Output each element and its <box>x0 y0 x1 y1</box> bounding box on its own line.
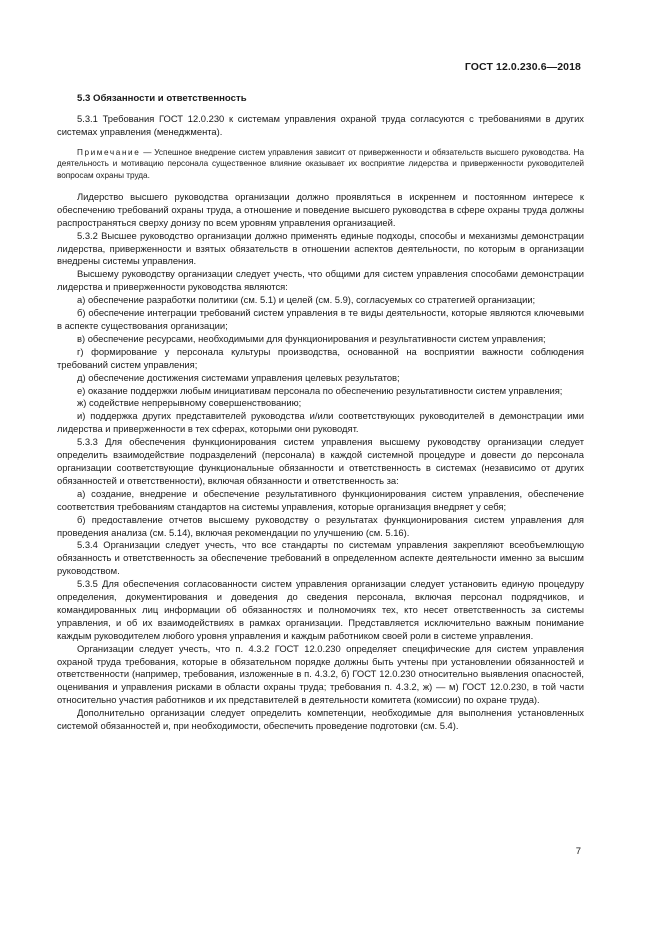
page-number: 7 <box>575 846 581 857</box>
paragraph-5-3-5: 5.3.5 Для обеспечения согласованности систем управления организации следует установить единую процедуру определения, документирования и доведения до сведения персонала, включая персонал подрядчиков, и командированных лиц информации об обязанностях и полномочиях тех, кто несет ответственность за системы управления, и об их взаимодействиях в рамках организации. Представляется исключительно важным понимание каждым руководителем любого уровня управления и каждым работником своей роли в системе управления. <box>57 578 584 641</box>
list-item-b: б) обеспечение интеграции требований систем управления в те виды деятельности, которые являются ключевыми в аспекте существования организации; <box>57 307 584 331</box>
list-item-g: г) формирование у персонала культуры производства, основанной на восприятии важности соблюдения требований систем управления; <box>57 345 584 370</box>
list-item-d: д) обеспечение достижения системами управления целевых результатов; <box>77 371 400 383</box>
list-item-v: в) обеспечение ресурсами, необходимыми для функционирования и результативности систем управления; <box>77 332 546 344</box>
note-text: — Успешное внедрение систем управления зависит от приверженности и обязательств высшего руководства. На деятельность и мотивацию персонала существенное влияние оказывает их восприятие лидерства и приверженности руководителей вопросам охраны труда. <box>57 147 584 180</box>
list-item-e: е) оказание поддержки любым инициативам персонала по обеспечению результативности систем управления; <box>77 384 563 396</box>
paragraph-5-3-4: 5.3.4 Организации следует учесть, что все стандарты по системам управления закрепляют всеобъемлющую обязанность и ответственность за обеспечение требований в определенном аспекте деятельности именно за высшим руководством. <box>57 539 584 577</box>
paragraph-demonstration-intro: Высшему руководству организации следует учесть, что общими для систем управления способами демонстрации лидерства и приверженности руководства являются: <box>57 268 584 293</box>
document-code-header: ГОСТ 12.0.230.6—2018 <box>464 61 581 73</box>
note <box>57 147 584 181</box>
section-heading: 5.3 Обязанности и ответственность <box>77 93 247 104</box>
list-item-i: и) поддержка других представителей руководства и/или соответствующих руководителей в демонстрации ими лидерства и приверженности в тех сферах, которыми они руководят. <box>57 410 584 435</box>
document-body <box>57 93 584 733</box>
paragraph-competence: Дополнительно организации следует определить компетенции, необходимые для выполнения установленных системой обязанностей и, при необходимости, обеспечить проведение подготовки (см. 5.4). <box>57 707 584 732</box>
list2-item-a: а) создание, внедрение и обеспечение результативного функционирования систем управления, обеспечение соответствия требованиям стандартов на системы управления, которые организация внедряет у себя; <box>57 487 584 512</box>
paragraph-5-3-3: 5.3.3 Для обеспечения функционирования систем управления высшему руководству организации следует определить взаимодействие подразделений (персонала) в каждой системной процедуре и довести до персонала организации соответствующие функциональные обязанности и ответственность в системах (независимо от других обязанностей и ответственности), включая обязанности и ответственность за: <box>57 436 584 486</box>
paragraph-5-3-2: 5.3.2 Высшее руководство организации должно применять единые подходы, способы и механизмы демонстрации лидерства, приверженности и взятых обязательств в отношении аспектов деятельности, по которым в организации внедрены системы управления. <box>57 229 584 267</box>
list-item-zh: ж) содействие непрерывному совершенствованию; <box>77 397 302 409</box>
list2-item-b: б) предоставление отчетов высшему руководству о результатах функционирования систем управления для проведения анализа (см. 5.14), включая рекомендации по улучшению (см. 5.16). <box>57 513 584 538</box>
list-item-a: а) обеспечение разработки политики (см. 5.1) и целей (см. 5.9), согласуемых со стратегией организации; <box>77 294 536 306</box>
paragraph-leadership: Лидерство высшего руководства организации должно проявляться в искреннем и постоянном интересе к обеспечению требований охраны труда, а отношение и поведение высшего руководства в сфере охраны труда должны распространяться сверху донизу по всем уровням управления организацией. <box>57 190 584 228</box>
paragraph-5-3-1: 5.3.1 Требования ГОСТ 12.0.230 к системам управления охраной труда согласуются с требованиями в других системах управления (менеджмента). <box>57 112 584 137</box>
note-label: Примечание <box>77 147 141 157</box>
paragraph-specific-requirements: Организации следует учесть, что п. 4.3.2 ГОСТ 12.0.230 определяет специфические для систем управления охраной труда требования, которые в обязательном порядке должны быть учтены при установлении обязанностей и ответственности (например, требования, изложенные в п. 4.3.2, б) ГОСТ 12.0.230 относительно выявления опасностей, оценивания и управления рисками в области охраны труда; требования п. 4.3.2, ж) — м) ГОСТ 12.0.230, в той части относительно участия работников и их представителей в деятельности комитета (комиссии) по охране труда). <box>57 642 584 706</box>
